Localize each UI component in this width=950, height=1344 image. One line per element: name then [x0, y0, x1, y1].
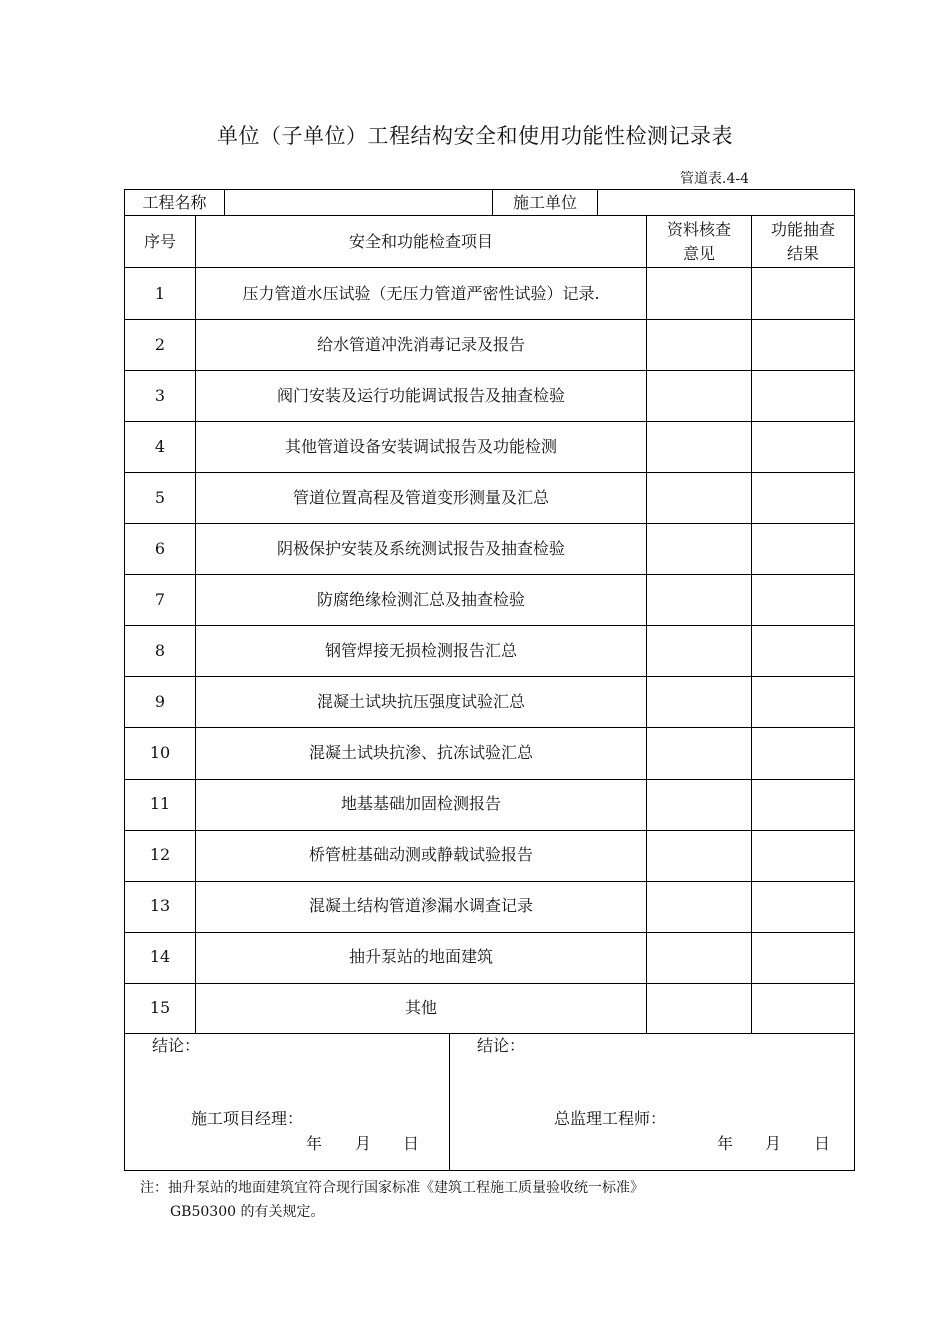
row-item: 抽升泵站的地面建筑 — [348, 947, 493, 967]
row-result-field[interactable] — [752, 983, 854, 1034]
column-header-check-line2: 结果 — [786, 243, 819, 263]
row-seq: 11 — [149, 794, 171, 814]
supervisor-sign-year: 年 — [717, 1134, 734, 1153]
row-item: 混凝土试块抗渗、抗冻试验汇总 — [308, 742, 533, 762]
row-result-field[interactable] — [752, 523, 854, 574]
row-review-field[interactable] — [647, 370, 751, 421]
row-result-field[interactable] — [752, 625, 854, 676]
row-result-field[interactable] — [752, 319, 854, 370]
row-result-field[interactable] — [752, 727, 854, 778]
column-header-review — [647, 216, 751, 267]
row-item: 阀门安装及运行功能调试报告及抽查检验 — [276, 385, 565, 405]
row-seq: 4 — [154, 436, 166, 456]
row-result-field[interactable] — [752, 268, 854, 319]
row-seq: 7 — [154, 589, 166, 609]
row-item: 管道位置高程及管道变形测量及汇总 — [292, 487, 549, 507]
row-review-field[interactable] — [647, 421, 751, 472]
contractor-sign-year: 年 — [306, 1134, 323, 1153]
row-item: 桥管桩基础动测或静载试验报告 — [308, 845, 533, 865]
row-seq: 12 — [149, 845, 171, 865]
conclusion-left-label: 结论： — [152, 1036, 201, 1055]
footnote-line2: GB50300 的有关规定。 — [170, 1204, 325, 1220]
row-item: 钢管焊接无损检测报告汇总 — [324, 640, 517, 660]
row-result-field[interactable] — [752, 932, 854, 983]
chief-supervisor-label: 总监理工程师： — [554, 1109, 667, 1128]
row-seq: 8 — [154, 640, 166, 660]
row-item: 其他管道设备安装调试报告及功能检测 — [284, 436, 557, 456]
row-result-field[interactable] — [752, 830, 854, 881]
project-name-field[interactable] — [225, 190, 492, 215]
row-review-field[interactable] — [647, 932, 751, 983]
row-review-field[interactable] — [647, 676, 751, 727]
row-item: 给水管道冲洗消毒记录及报告 — [316, 334, 525, 354]
row-review-field[interactable] — [647, 983, 751, 1034]
row-result-field[interactable] — [752, 881, 854, 932]
contractor-label: 施工单位 — [512, 192, 577, 212]
row-review-field[interactable] — [647, 830, 751, 881]
column-header-seq: 序号 — [143, 231, 176, 251]
table-code: 管道表.4-4 — [680, 171, 749, 187]
conclusion-right-label: 结论： — [477, 1036, 526, 1055]
row-review-field[interactable] — [647, 319, 751, 370]
row-item: 压力管道水压试验（无压力管道严密性试验）记录. — [242, 283, 600, 303]
row-review-field[interactable] — [647, 727, 751, 778]
contractor-field[interactable] — [598, 190, 854, 215]
column-header-review-line2: 意见 — [682, 243, 715, 263]
row-review-field[interactable] — [647, 574, 751, 625]
supervisor-sign-month: 月 — [765, 1134, 782, 1153]
row-seq: 9 — [154, 691, 166, 711]
row-item: 混凝土试块抗压强度试验汇总 — [316, 691, 525, 711]
column-header-review-line1: 资料核查 — [666, 219, 731, 239]
row-seq: 6 — [154, 538, 166, 558]
footnote-line1: 注：抽升泵站的地面建筑宜符合现行国家标准《建筑工程施工质量验收统一标准》 — [140, 1180, 644, 1196]
row-seq: 15 — [149, 998, 171, 1018]
project-name-label: 工程名称 — [142, 192, 207, 212]
row-result-field[interactable] — [752, 472, 854, 523]
row-item: 地基基础加固检测报告 — [340, 794, 501, 814]
row-review-field[interactable] — [647, 779, 751, 830]
row-item: 防腐绝缘检测汇总及抽查检验 — [316, 589, 525, 609]
row-item: 混凝土结构管道渗漏水调查记录 — [308, 896, 533, 916]
row-result-field[interactable] — [752, 676, 854, 727]
row-item: 阴极保护安装及系统测试报告及抽查检验 — [276, 538, 565, 558]
column-header-item: 安全和功能检查项目 — [348, 231, 493, 251]
row-seq: 2 — [154, 334, 166, 354]
row-item: 其他 — [404, 998, 437, 1018]
column-header-check — [752, 216, 854, 267]
row-review-field[interactable] — [647, 625, 751, 676]
row-review-field[interactable] — [647, 472, 751, 523]
column-header-check-line1: 功能抽查 — [770, 219, 835, 239]
row-review-field[interactable] — [647, 523, 751, 574]
row-seq: 13 — [149, 896, 171, 916]
contractor-manager-label: 施工项目经理： — [191, 1109, 304, 1128]
document-title: 单位（子单位）工程结构安全和使用功能性检测记录表 — [217, 124, 733, 148]
row-result-field[interactable] — [752, 370, 854, 421]
row-review-field[interactable] — [647, 268, 751, 319]
row-result-field[interactable] — [752, 421, 854, 472]
row-result-field[interactable] — [752, 779, 854, 830]
supervisor-sign-day: 日 — [814, 1134, 831, 1153]
row-seq: 14 — [149, 947, 171, 967]
row-review-field[interactable] — [647, 881, 751, 932]
contractor-sign-day: 日 — [403, 1134, 420, 1153]
contractor-sign-month: 月 — [355, 1134, 372, 1153]
row-seq: 3 — [154, 385, 166, 405]
inspection-table — [124, 189, 855, 1171]
row-seq: 1 — [154, 283, 166, 303]
row-seq: 5 — [154, 487, 166, 507]
row-result-field[interactable] — [752, 574, 854, 625]
row-seq: 10 — [149, 742, 171, 762]
